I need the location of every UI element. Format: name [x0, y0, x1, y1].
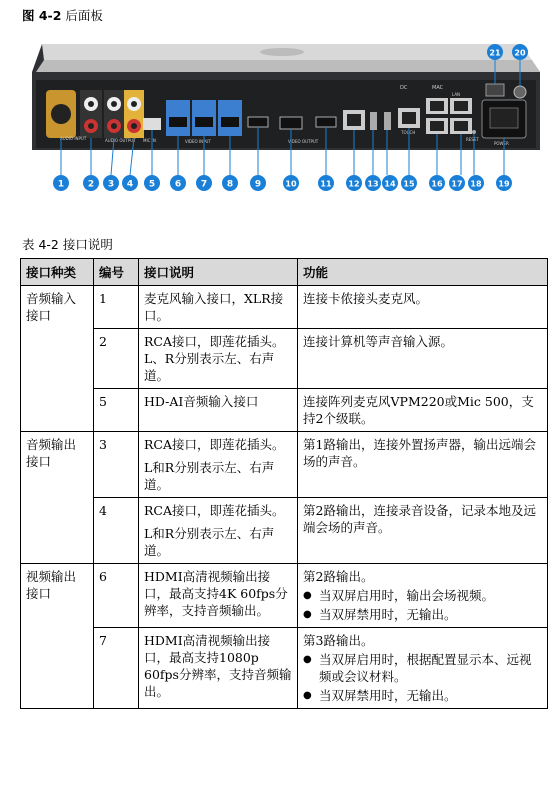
- function-cell: 连接阵列麦克风VPM220或Mic 500，支持2个级联。: [298, 389, 548, 432]
- number-cell: 6: [94, 564, 139, 628]
- function-cell: 第3路输出。 ● 当双屏启用时，根据配置显示本、远视频或会议材料。 ● 当双屏禁用时，无输出。: [298, 628, 548, 709]
- figure-title: 后面板: [65, 8, 103, 23]
- callout-16: [429, 175, 445, 191]
- svg-text:TOUCH: TOUCH: [401, 130, 416, 135]
- table-caption: 表 4-2 接口说明: [22, 237, 113, 252]
- svg-text:VIDEO OUTPUT: VIDEO OUTPUT: [288, 139, 319, 144]
- table-row: [21, 286, 548, 329]
- callout-1: [53, 175, 69, 191]
- number-cell: 4: [94, 498, 139, 564]
- callout-17: [449, 175, 465, 191]
- svg-text:7: 7: [200, 179, 208, 190]
- svg-text:2: 2: [87, 179, 95, 190]
- mic-in-port: [143, 118, 161, 130]
- description-cell: RCA接口，即莲花插头。 L和R分别表示左、右声道。: [139, 432, 298, 498]
- callout-18: [468, 175, 484, 191]
- number-cell: 3: [94, 432, 139, 498]
- svg-text:9: 9: [254, 179, 262, 190]
- callout-7: [196, 175, 212, 191]
- svg-text:6: 6: [174, 179, 182, 190]
- table-row: [21, 564, 548, 628]
- number-cell: 5: [94, 389, 139, 432]
- callout-8: [222, 175, 238, 191]
- function-cell: 连接计算机等声音输入源。: [298, 329, 548, 389]
- svg-text:10: 10: [285, 179, 297, 189]
- function-cell: 第1路输出，连接外置扬声器，输出远端会场的声音。: [298, 432, 548, 498]
- svg-text:19: 19: [498, 179, 510, 189]
- callout-11: [318, 175, 334, 191]
- svg-text:14: 14: [384, 179, 396, 189]
- number-cell: 1: [94, 286, 139, 329]
- svg-text:4: 4: [126, 179, 134, 190]
- description-cell: RCA接口，即莲花插头。L、R分别表示左、右声道。: [139, 329, 298, 389]
- bullet-item: ● 当双屏禁用时，无输出。: [303, 606, 542, 623]
- table-row: [21, 628, 548, 709]
- category-cell: 音频输出接口: [21, 432, 94, 564]
- figure-number: 图 4-2: [22, 8, 62, 23]
- svg-text:AUDIO INPUT: AUDIO INPUT: [60, 136, 87, 141]
- table-row: [21, 432, 548, 498]
- svg-text:5: 5: [148, 179, 156, 190]
- function-cell: 第2路输出，连接录音设备，记录本地及远端会场的声音。: [298, 498, 548, 564]
- svg-text:DC: DC: [400, 85, 408, 91]
- category-cell: 视频输出接口: [21, 564, 94, 709]
- table-row: [21, 329, 548, 389]
- table-header-row: [21, 259, 548, 286]
- bullet-item: ● 当双屏启用时，根据配置显示本、远视频或会议材料。: [303, 651, 542, 685]
- header-description: 接口说明: [139, 259, 298, 286]
- svg-text:12: 12: [348, 179, 360, 189]
- callout-21: [487, 44, 503, 60]
- svg-text:21: 21: [489, 48, 501, 58]
- function-cell: 第2路输出。 ● 当双屏启用时，输出会场视频。 ● 当双屏禁用时，无输出。: [298, 564, 548, 628]
- callout-9: [250, 175, 266, 191]
- svg-text:15: 15: [403, 179, 415, 189]
- table-row: [21, 498, 548, 564]
- interface-table: [20, 258, 548, 709]
- number-cell: 2: [94, 329, 139, 389]
- svg-text:MAC: MAC: [432, 85, 444, 91]
- rear-panel-illustration: [0, 0, 555, 225]
- svg-text:LAN: LAN: [452, 92, 461, 97]
- callout-5: [144, 175, 160, 191]
- svg-text:17: 17: [451, 179, 463, 189]
- header-type: 接口种类: [21, 259, 94, 286]
- callout-15: [401, 175, 417, 191]
- callout-12: [346, 175, 362, 191]
- bullet-item: ● 当双屏启用时，输出会场视频。: [303, 587, 542, 604]
- svg-text:AUDIO OUTPUT: AUDIO OUTPUT: [105, 138, 136, 143]
- svg-text:MIC IN: MIC IN: [143, 138, 156, 143]
- callout-20: [512, 44, 528, 60]
- svg-text:16: 16: [431, 179, 443, 189]
- svg-text:1: 1: [57, 179, 65, 190]
- callout-10: [283, 175, 299, 191]
- svg-text:3: 3: [107, 179, 115, 190]
- svg-text:RESET: RESET: [466, 137, 479, 142]
- category-cell: 音频输入接口: [21, 286, 94, 432]
- callout-6: [170, 175, 186, 191]
- svg-text:18: 18: [470, 179, 482, 189]
- header-number: 编号: [94, 259, 139, 286]
- svg-text:20: 20: [514, 48, 526, 58]
- svg-text:8: 8: [226, 179, 234, 190]
- function-cell: 连接卡侬接头麦克风。: [298, 286, 548, 329]
- callout-19: [496, 175, 512, 191]
- svg-text:13: 13: [367, 179, 379, 189]
- table-row: [21, 389, 548, 432]
- header-function: 功能: [298, 259, 548, 286]
- callout-2: [83, 175, 99, 191]
- number-cell: 7: [94, 628, 139, 709]
- svg-text:VIDEO INPUT: VIDEO INPUT: [185, 139, 211, 144]
- description-cell: HD-AI音频输入接口: [139, 389, 298, 432]
- description-cell: 麦克风输入接口，XLR接口。: [139, 286, 298, 329]
- callout-3: [103, 175, 119, 191]
- svg-text:11: 11: [320, 179, 332, 189]
- callout-13: [365, 175, 381, 191]
- svg-text:POWER: POWER: [494, 141, 509, 146]
- description-cell: HDMI高清视频输出接口，最高支持1080p 60fps分辨率，支持音频输出。: [139, 628, 298, 709]
- callout-14: [382, 175, 398, 191]
- description-cell: HDMI高清视频输出接口，最高支持4K 60fps分辨率，支持音频输出。: [139, 564, 298, 628]
- description-cell: RCA接口，即莲花插头。 L和R分别表示左、右声道。: [139, 498, 298, 564]
- callout-4: [122, 175, 138, 191]
- bullet-item: ● 当双屏禁用时，无输出。: [303, 687, 542, 704]
